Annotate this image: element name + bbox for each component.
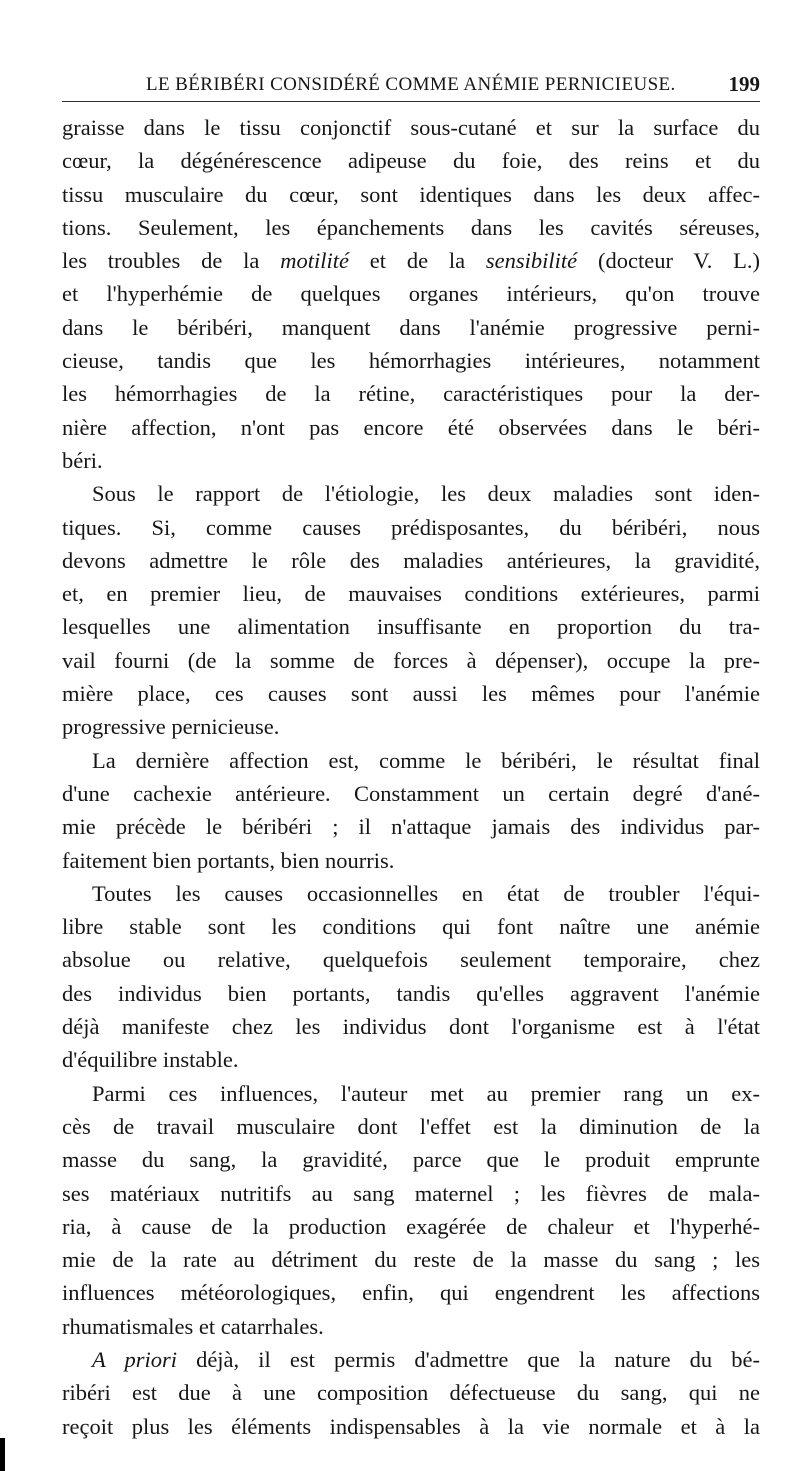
text-run: ses matériaux nutritifs au sang maternel ; les fièvres de mala- [62,1180,760,1206]
text-line [62,1077,760,1110]
text-line [62,444,760,477]
text-run: d'équilibre instable. [62,1047,239,1073]
text-run: des individus bien portants, tandis qu'elles aggravent l'anémie [62,980,760,1006]
text-run: libre stable sont les conditions qui font naître une anémie [62,914,760,940]
text-run: les hémorrhagies de la rétine, caractéristiques pour la der- [62,381,760,407]
text-run: déjà manifeste chez les individus dont l'organisme est à l'état [62,1014,760,1040]
text-run: et, en premier lieu, de mauvaises conditions extérieures, parmi [62,581,760,607]
text-line [62,1243,760,1276]
text-line [62,1276,760,1309]
text-line [62,277,760,310]
header-rule [62,101,760,102]
text-run: béri. [62,447,103,473]
text-line [62,1177,760,1210]
text-run: d'une cachexie antérieure. Constamment un certain degré d'ané- [62,780,760,806]
scan-edge-mark [0,1438,5,1471]
text-run: reçoit plus les éléments indispensables à la vie normale et à la [62,1413,760,1439]
text-run: tions. Seulement, les épanchements dans les cavités séreuses, [62,214,760,240]
text-run: mie de la rate au détriment du reste de la masse du sang ; les [62,1247,760,1273]
text-run: (docteur V. L.) [577,248,760,274]
text-line [62,577,760,610]
text-line [62,910,760,943]
text-run: Toutes les causes occasionnelles en état de troubler l'équi- [92,880,760,906]
text-line [62,1376,760,1409]
text-line [62,1343,760,1376]
text-line [62,211,760,244]
text-run: les troubles de la [62,248,281,274]
text-run: absolue ou relative, quelquefois seulement temporaire, chez [62,947,760,973]
text-run: mie précède le béribéri ; il n'attaque jamais des individus par- [62,814,760,840]
text-line [62,511,760,544]
body-text [62,111,760,1443]
text-run: ribéri est due à une composition défectueuse du sang, qui ne [62,1380,760,1406]
text-line [62,610,760,643]
text-line [62,1310,760,1343]
text-line [62,411,760,444]
text-run: vail fourni (de la somme de forces à dépenser), occupe la pre- [62,647,760,673]
text-line [62,1210,760,1243]
text-line [62,710,760,743]
text-run: dans le béribéri, manquent dans l'anémie progressive perni- [62,314,760,340]
text-run: cieuse, tandis que les hémorrhagies intérieures, notamment [62,348,760,374]
text-line [62,777,760,810]
italic-run: motilité [280,248,349,274]
text-run: cès de travail musculaire dont l'effet est la diminution de la [62,1113,760,1139]
text-line [62,1410,760,1443]
text-line [62,977,760,1010]
page-number: 199 [728,72,760,96]
text-line [62,111,760,144]
text-line [62,1010,760,1043]
text-line [62,178,760,211]
text-run: et de la [348,248,486,274]
text-line [62,677,760,710]
italic-run: sensibilité [485,248,578,274]
text-run: lesquelles une alimentation insuffisante en proportion du tra- [62,614,760,640]
text-run: tiques. Si, comme causes prédisposantes, du béribéri, nous [62,514,760,540]
text-run: masse du sang, la gravidité, parce que le produit emprunte [62,1147,760,1173]
text-line [62,844,760,877]
running-title: LE BÉRIBÉRI CONSIDÉRÉ COMME ANÉMIE PERNICIEUSE. [146,74,676,95]
text-line [62,943,760,976]
text-line [62,810,760,843]
text-run: cœur, la dégénérescence adipeuse du foie, des reins et du [62,148,760,174]
text-run: et l'hyperhémie de quelques organes intérieurs, qu'on trouve [62,281,760,307]
text-run: rhumatismales et catarrhales. [62,1313,324,1339]
text-line [62,344,760,377]
text-line [62,1110,760,1143]
text-run: La dernière affection est, comme le béribéri, le résultat final [92,747,760,773]
text-run: Parmi ces influences, l'auteur met au premier rang un ex- [92,1080,760,1106]
text-line [62,477,760,510]
text-line [62,1043,760,1076]
text-run: Sous le rapport de l'étiologie, les deux maladies sont iden- [92,481,760,507]
text-run: mière place, ces causes sont aussi les mêmes pour l'anémie [62,681,760,707]
text-line [62,377,760,410]
text-line [62,144,760,177]
text-line [62,311,760,344]
text-line [62,877,760,910]
text-run: ria, à cause de la production exagérée de chaleur et l'hyperhé- [62,1213,760,1239]
text-line [62,544,760,577]
text-run: progressive pernicieuse. [62,714,280,740]
text-run: déjà, il est permis d'admettre que la nature du bé- [176,1346,761,1372]
text-line [62,744,760,777]
text-line [62,244,760,277]
text-run: devons admettre le rôle des maladies antérieures, la gravidité, [62,547,760,573]
text-run: graisse dans le tissu conjonctif sous-cutané et sur la surface du [62,115,760,140]
page-header [62,68,760,100]
text-run: nière affection, n'ont pas encore été observées dans le béri- [62,414,760,440]
text-line [62,644,760,677]
italic-run: A priori [92,1346,177,1372]
text-line [62,1143,760,1176]
text-run: faitement bien portants, bien nourris. [62,847,395,873]
text-run: tissu musculaire du cœur, sont identiques dans les deux affec- [62,181,760,207]
text-run: influences météorologiques, enfin, qui engendrent les affections [62,1280,760,1306]
